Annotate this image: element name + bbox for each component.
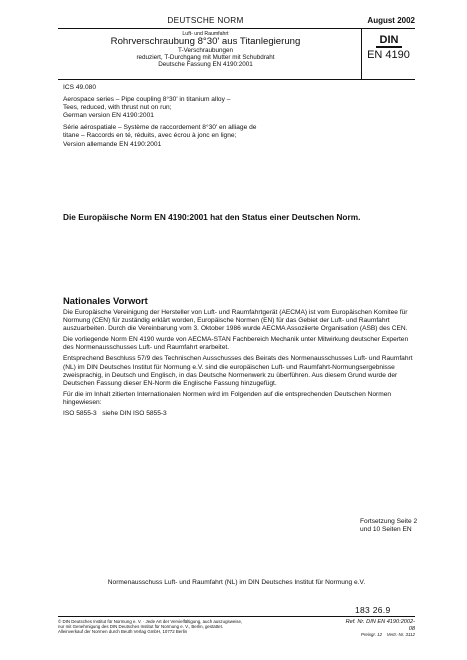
- abstract: [63, 84, 363, 153]
- french-title: [63, 124, 363, 148]
- copyright-notice: [58, 619, 308, 634]
- foreword-heading: Nationales Vorwort: [63, 295, 148, 306]
- din-logo: DIN: [376, 35, 402, 48]
- price-group: Preisgr. 12: [361, 632, 383, 637]
- norm-label: DEUTSCHE NORM: [167, 16, 244, 25]
- continuation-line: und 10 Seiten EN: [360, 526, 412, 534]
- english-title-line: Aerospace series – Pipe coupling 8°30' in titanium alloy –: [63, 96, 231, 104]
- bottom-divider: [58, 616, 415, 617]
- continuation-line: Fortsetzung Seite 2: [360, 518, 418, 525]
- reference-code: 183 26.9: [355, 605, 391, 615]
- copyright-line: Alleinverkauf der Normen durch Beuth Verlag GmbH, 10772 Berlin: [58, 629, 188, 635]
- title-area: [58, 31, 353, 68]
- title-line: reduziert, T-Durchgang mit Mutter mit Schubdraht: [136, 54, 275, 61]
- distribution-number: Vertr.-Nr. 3112: [386, 632, 415, 637]
- foreword-paragraph: Die Europäische Vereinigung der Hersteller von Luft- und Raumfahrtgerät (AECMA) ist vom Europäischen Komitee für Normung (CEN) für zuständig erklärt worden, Europäische Normen (EN) für das Gebiet der Luft- und Raumfahrt auszuarbeiten. Durch die Vereinbarung vom 3. Oktober 1986 wurde AECMA Assoziierte Organisation (ASB) des CEN.: [63, 309, 408, 333]
- title-line: T-Verschraubungen: [178, 47, 233, 54]
- document-number: EN 4190: [367, 49, 410, 61]
- document-title: Rohrverschraubung 8°30' aus Titanlegierung: [110, 36, 301, 47]
- ics-code: ICS 49.080: [63, 84, 96, 91]
- title-block: [58, 28, 415, 80]
- french-title-line: Série aérospatiale – Système de raccordement 8°30' en alliage de: [63, 124, 257, 132]
- reference-number: Ref. Nr. DIN EN 4190:2002-08: [345, 619, 415, 632]
- copyright-line: © DIN Deutsches Institut für Normung e. V. · Jede Art der Vervielfältigung, auch auszugsweise,: [58, 619, 243, 624]
- french-title-line: Version allemande EN 4190:2001: [63, 140, 162, 148]
- reference-number-block: [340, 619, 415, 639]
- foreword-paragraph: Für die im Inhalt zitierten Internationalen Normen wird im Folgenden auf die entsprechenden Deutschen Normen hingewiesen:: [63, 390, 392, 406]
- foreword-paragraph: Entsprechend Beschluss 57/9 des Technischen Ausschusses des Beirats des Normenausschusses Luft- und Raumfahrt (NL) im DIN Deutsches Institut für Normung e.V. sind die europäischen Luft- und Raumfahrt-Normungsergebnisse zweisprachig, in Deutsch und Englisch, in das Deutsche Normenwerk zu überführen. Aus diesem Grund wurde der Deutschen Fassung dieser EN-Norm die Englische Fassung hinzugefügt.: [63, 355, 413, 387]
- copyright-line: nur mit Genehmigung des DIN Deutsches Institut für Normung e. V., Berlin, gestattet.: [58, 624, 224, 630]
- english-title: [63, 96, 363, 120]
- french-title-line: titane – Raccords en té, réduits, avec écrou à jonc en ligne;: [63, 132, 237, 140]
- english-title-line: German version EN 4190:2001: [63, 112, 154, 120]
- standard-reference: ISO 5855-3 siehe DIN ISO 5855-3: [63, 410, 167, 418]
- english-title-line: Tees, reduced, with thrust nut on run;: [63, 104, 172, 112]
- title-line: Deutsche Fassung EN 4190:2001: [158, 61, 253, 68]
- continuation-note: [360, 518, 417, 534]
- status-statement: Die Europäische Norm EN 4190:2001 hat den Status einer Deutschen Norm.: [63, 212, 361, 222]
- foreword-body: [63, 309, 417, 421]
- issue-date: August 2002: [367, 16, 415, 25]
- subject-line: Luft- und Raumfahrt: [182, 31, 229, 37]
- foreword-paragraph: Die vorliegende Norm EN 4190 wurde von AECMA-STAN Fachbereich Mechanik unter Mitwirkung deutscher Experten des Normenausschusses Luft- und Raumfahrt erarbeitet.: [63, 336, 409, 352]
- top-bar: [58, 16, 415, 26]
- publisher-note: Normenausschuss Luft- und Raumfahrt (NL) im DIN Deutsches Institut für Normung e.V.: [107, 579, 366, 586]
